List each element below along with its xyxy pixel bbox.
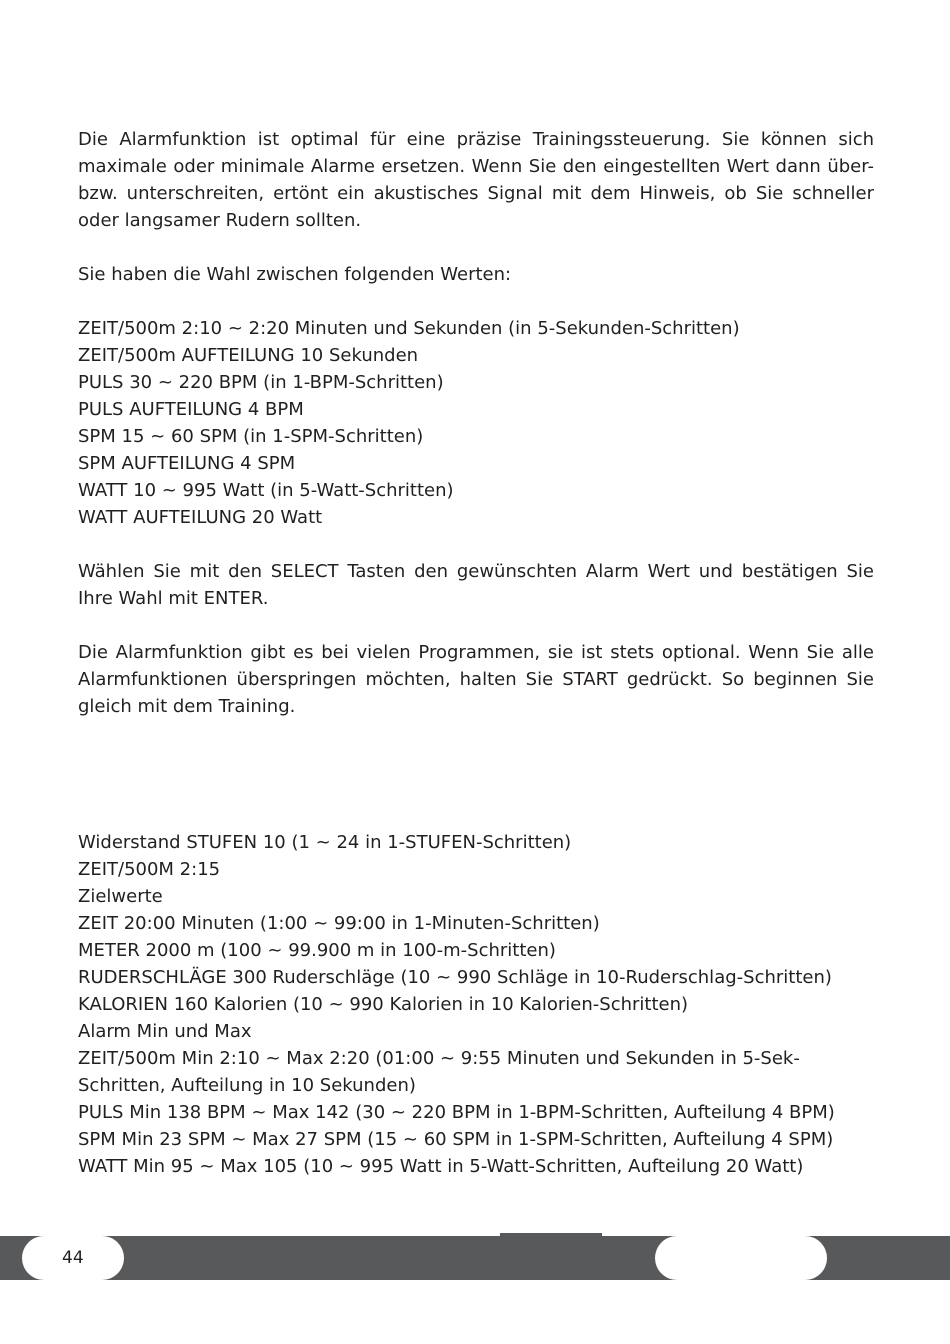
settings-list — [78, 829, 874, 1180]
list-item: WATT Min 95 ~ Max 105 (10 ~ 995 Watt in 5-Watt-Schritten, Aufteilung 20 Watt) — [78, 1156, 804, 1177]
list-item: PULS AUFTEILUNG 4 BPM — [78, 399, 304, 420]
list-item: WATT 10 ~ 995 Watt (in 5-Watt-Schritten) — [78, 480, 454, 501]
list-item: WATT AUFTEILUNG 20 Watt — [78, 507, 323, 528]
list-item: SPM AUFTEILUNG 4 SPM — [78, 453, 296, 474]
page-number: 44 — [62, 1248, 84, 1268]
list-item: METER 2000 m (100 ~ 99.900 m in 100-m-Schritten) — [78, 940, 556, 961]
list-item: KALORIEN 160 Kalorien (10 ~ 990 Kalorien in 10 Kalorien-Schritten) — [78, 994, 689, 1015]
page-content — [78, 126, 874, 747]
values-intro: Sie haben die Wahl zwischen folgenden Werten: — [78, 264, 512, 285]
intro-paragraph: Die Alarmfunktion ist optimal für eine präzise Trainingssteuerung. Sie können sich maximale oder minimale Alarme ersetzen. Wenn Sie den eingestellten Wert dann über- bzw. unterschreiten, ertönt ein akustisches Signal mit dem Hinweis, ob Sie schneller oder langsamer Rudern sollten. — [78, 129, 874, 231]
list-item: Widerstand STUFEN 10 (1 ~ 24 in 1-STUFEN-Schritten) — [78, 832, 572, 853]
list-item: ZEIT/500M 2:15 — [78, 859, 221, 880]
list-item: RUDERSCHLÄGE 300 Ruderschläge (10 ~ 990 Schläge in 10-Ruderschlag-Schritten) — [78, 967, 832, 988]
select-instruction: Wählen Sie mit den SELECT Tasten den gewünschten Alarm Wert und bestätigen Sie Ihre Wahl mit ENTER. — [78, 561, 874, 609]
list-item: Alarm Min und Max — [78, 1021, 252, 1042]
list-item: SPM 15 ~ 60 SPM (in 1-SPM-Schritten) — [78, 426, 424, 447]
list-item: ZEIT/500m Min 2:10 ~ Max 2:20 (01:00 ~ 9:55 Minuten und Sekunden in 5-Sek-Schritten, Aufteilung in 10 Sekunden) — [78, 1048, 800, 1096]
list-item: PULS 30 ~ 220 BPM (in 1-BPM-Schritten) — [78, 372, 444, 393]
list-item: ZEIT/500m 2:10 ~ 2:20 Minuten und Sekunden (in 5-Sekunden-Schritten) — [78, 318, 740, 339]
settings-block — [78, 829, 874, 1180]
list-item: Zielwerte — [78, 886, 163, 907]
list-item: PULS Min 138 BPM ~ Max 142 (30 ~ 220 BPM in 1-BPM-Schritten, Aufteilung 4 BPM) — [78, 1102, 835, 1123]
alarm-values-list — [78, 315, 874, 531]
footer-right-badge — [655, 1236, 827, 1280]
list-item: SPM Min 23 SPM ~ Max 27 SPM (15 ~ 60 SPM in 1-SPM-Schritten, Aufteilung 4 SPM) — [78, 1129, 834, 1150]
skip-instruction: Die Alarmfunktion gibt es bei vielen Programmen, sie ist stets optional. Wenn Sie alle Alarmfunktionen überspringen möchten, halten Sie START gedrückt. So beginnen Sie gleich mit dem Training. — [78, 642, 874, 717]
list-item: ZEIT 20:00 Minuten (1:00 ~ 99:00 in 1-Minuten-Schritten) — [78, 913, 600, 934]
list-item: ZEIT/500m AUFTEILUNG 10 Sekunden — [78, 345, 419, 366]
